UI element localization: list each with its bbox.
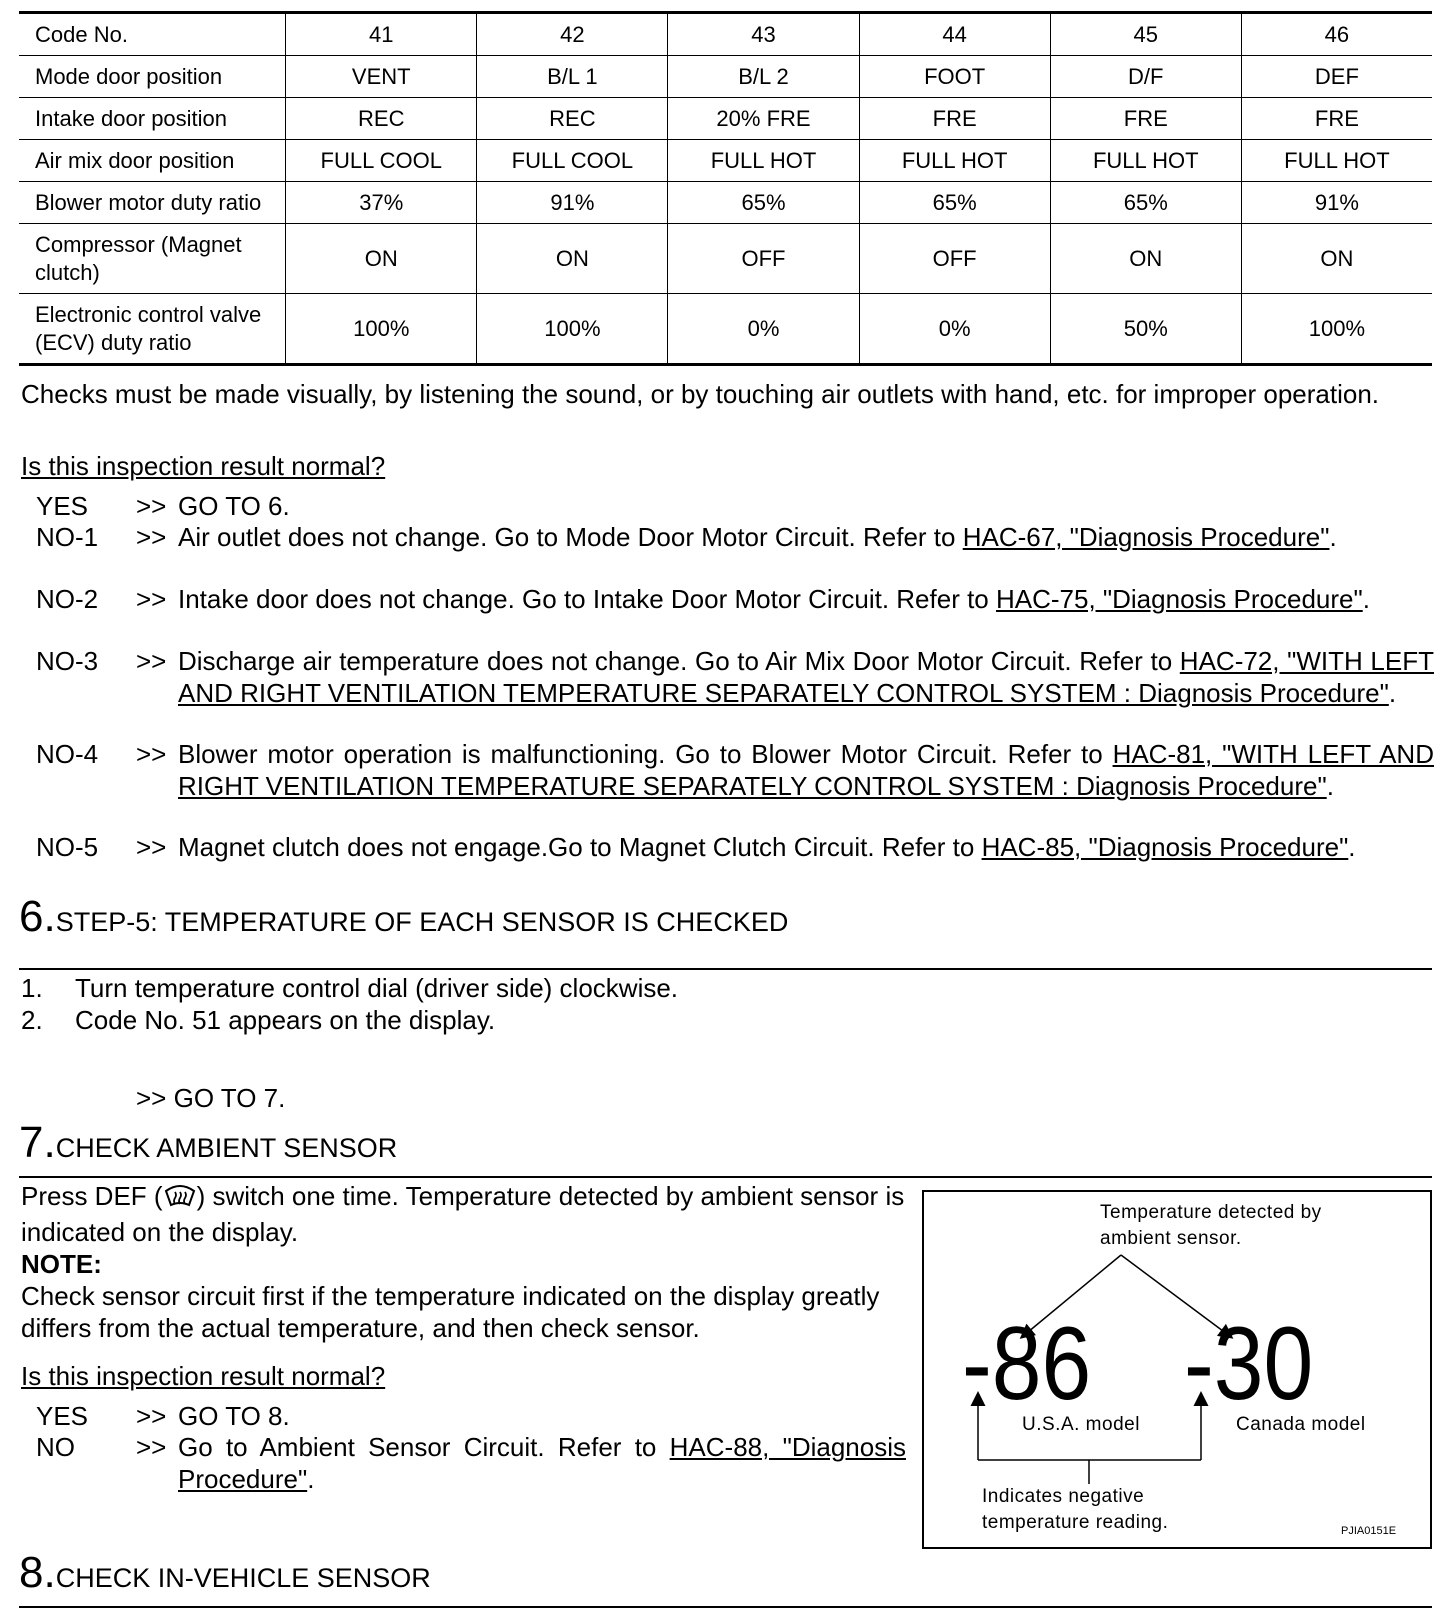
answer-body: Magnet clutch does not engage.Go to Magnet Clutch Circuit. Refer to xyxy=(178,832,982,862)
table-cell: 65% xyxy=(1050,182,1241,224)
table-cell: FRE xyxy=(859,98,1050,140)
item-number: 2. xyxy=(21,1005,43,1035)
table-cell: OFF xyxy=(668,224,859,294)
figure-caption: ambient sensor. xyxy=(1100,1228,1242,1249)
def-icon xyxy=(163,1183,197,1216)
answer-body: Go to Ambient Sensor Circuit. Refer to xyxy=(178,1432,670,1462)
ref-link-hac-81[interactable]: HAC-81, "WITH LEFT AND RIGHT VENTILATION TEMPERATURE SEPARATELY CONTROL SYSTEM : Diagnosis Procedure" xyxy=(178,739,1434,801)
table-cell: 50% xyxy=(1050,294,1241,365)
step-number: 6. xyxy=(19,892,56,941)
row-label: Code No. xyxy=(19,13,286,56)
answer-end: . xyxy=(1326,771,1334,801)
table-cell: 42 xyxy=(477,13,668,56)
table-cell: VENT xyxy=(286,56,477,98)
table-cell: 0% xyxy=(668,294,859,365)
table-cell: B/L 2 xyxy=(668,56,859,98)
note-text: Check sensor circuit first if the temperature indicated on the display greatly differs from the actual temperature, and then check sensor. xyxy=(21,1281,880,1343)
row-label: Intake door position xyxy=(19,98,286,140)
table-cell: ON xyxy=(1050,224,1241,294)
step-6-list-item xyxy=(21,972,678,1004)
step-title: STEP-5: TEMPERATURE OF EACH SENSOR IS CHECKED xyxy=(55,907,789,937)
answer-text xyxy=(178,645,1434,709)
table-cell: 45 xyxy=(1050,13,1241,56)
display-value-canada: -30 xyxy=(1184,1306,1314,1422)
step-number: 7. xyxy=(19,1118,56,1167)
table-row xyxy=(19,140,1432,182)
label-canada-model: Canada model xyxy=(1236,1414,1366,1435)
table-cell: 46 xyxy=(1241,13,1432,56)
table-row xyxy=(19,182,1432,224)
answer-key: NO-2 xyxy=(36,584,99,614)
row-label-line: Compressor (Magnet xyxy=(35,231,242,257)
answer-text: GO TO 8. xyxy=(178,1401,290,1431)
table-row xyxy=(19,56,1432,98)
answer-text xyxy=(178,583,1434,615)
table-cell: 100% xyxy=(286,294,477,365)
row-label: Mode door position xyxy=(19,56,286,98)
inspection-note: Checks must be made visually, by listening the sound, or by touching air outlets with hand, etc. for improper operation. xyxy=(21,379,1380,409)
answer-end: . xyxy=(1348,832,1356,862)
answer-arrow: >> xyxy=(136,646,167,676)
ref-link-hac-85[interactable]: HAC-85, "Diagnosis Procedure" xyxy=(981,832,1349,862)
ref-link-hac-88[interactable]: HAC-88, "Diagnosis Procedure" xyxy=(178,1432,906,1494)
answer-key: NO-5 xyxy=(36,832,99,862)
table-cell: 100% xyxy=(477,294,668,365)
negative-note: temperature reading. xyxy=(982,1512,1169,1533)
answer-body: Intake door does not change. Go to Intake Door Motor Circuit. Refer to xyxy=(178,584,996,614)
table-cell: B/L 1 xyxy=(477,56,668,98)
table-cell: 20% FRE xyxy=(668,98,859,140)
answer-text xyxy=(178,1431,906,1495)
table-cell: ON xyxy=(477,224,668,294)
table-cell: REC xyxy=(286,98,477,140)
answer-key: YES xyxy=(36,491,89,521)
answer-key: NO xyxy=(36,1432,75,1462)
row-label xyxy=(19,224,286,294)
answer-key: YES xyxy=(36,1401,89,1431)
table-cell: 0% xyxy=(859,294,1050,365)
table-cell: 43 xyxy=(668,13,859,56)
row-label: Blower motor duty ratio xyxy=(19,182,286,224)
table-cell: DEF xyxy=(1241,56,1432,98)
table-cell: FULL HOT xyxy=(668,140,859,182)
table-cell: FULL HOT xyxy=(859,140,1050,182)
row-label xyxy=(19,294,286,365)
table-cell: D/F xyxy=(1050,56,1241,98)
answer-arrow: >> xyxy=(136,522,167,552)
table-cell: FULL HOT xyxy=(1241,140,1432,182)
row-label-line: (ECV) duty ratio xyxy=(35,329,192,355)
answer-body: Air outlet does not change. Go to Mode Door Motor Circuit. Refer to xyxy=(178,522,963,552)
row-label-line: clutch) xyxy=(35,259,100,285)
step-6-goto: >> GO TO 7. xyxy=(136,1083,286,1113)
answer-arrow: >> xyxy=(136,491,167,521)
display-value-usa: -86 xyxy=(962,1306,1092,1422)
table-row xyxy=(19,294,1432,365)
answer-end: . xyxy=(1362,584,1370,614)
answer-arrow: >> xyxy=(136,584,167,614)
answer-text xyxy=(178,831,1434,863)
heading-rule xyxy=(19,968,1432,970)
table-row xyxy=(19,98,1432,140)
ref-link-hac-67[interactable]: HAC-67, "Diagnosis Procedure" xyxy=(962,522,1330,552)
instruction-text: Press DEF ( xyxy=(21,1181,163,1211)
answer-arrow: >> xyxy=(136,739,167,769)
table-row xyxy=(19,224,1432,294)
step-title: CHECK AMBIENT SENSOR xyxy=(55,1133,398,1163)
answer-text xyxy=(178,521,1434,553)
step-6-heading xyxy=(19,892,788,942)
step-number: 8. xyxy=(19,1548,56,1597)
answer-key: NO-1 xyxy=(36,522,99,552)
step-6-list-item xyxy=(21,1004,495,1036)
answer-body: Discharge air temperature does not change. Go to Air Mix Door Motor Circuit. Refer to xyxy=(178,646,1180,676)
ambient-sensor-display-figure xyxy=(922,1190,1432,1549)
inspection-question: Is this inspection result normal? xyxy=(21,1361,386,1391)
heading-rule xyxy=(19,1606,1432,1608)
table-cell: 37% xyxy=(286,182,477,224)
answer-body: Blower motor operation is malfunctioning. Go to Blower Motor Circuit. Refer to xyxy=(178,739,1113,769)
figure-code: PJIA0151E xyxy=(1341,1525,1397,1537)
table-cell: 44 xyxy=(859,13,1050,56)
answer-key: NO-4 xyxy=(36,739,99,769)
table-cell: OFF xyxy=(859,224,1050,294)
table-cell: FULL HOT xyxy=(1050,140,1241,182)
label-usa-model: U.S.A. model xyxy=(1022,1414,1140,1435)
answer-end: . xyxy=(307,1464,315,1494)
ref-link-hac-72[interactable]: HAC-72, "WITH LEFT AND RIGHT VENTILATION TEMPERATURE SEPARATELY CONTROL SYSTEM : Diagnosis Procedure" xyxy=(178,646,1434,708)
row-label: Air mix door position xyxy=(19,140,286,182)
instruction-text: ) switch one time. Temperature detected by ambient sensor is indicated on the display. xyxy=(21,1181,905,1247)
step-title: CHECK IN-VEHICLE SENSOR xyxy=(55,1563,431,1593)
answer-arrow: >> xyxy=(136,1432,167,1462)
table-cell: 100% xyxy=(1308,315,1366,341)
step-7-body xyxy=(21,1180,911,1344)
table-cell: ON xyxy=(286,224,477,294)
table-cell: FULL COOL xyxy=(286,140,477,182)
item-text: Code No. 51 appears on the display. xyxy=(75,1005,496,1035)
step-8-heading xyxy=(19,1548,431,1598)
answer-text: GO TO 6. xyxy=(178,491,290,521)
table-cell: ON xyxy=(1241,224,1432,294)
heading-rule xyxy=(19,1176,1432,1178)
row-label-line: Electronic control valve xyxy=(35,301,262,327)
answer-arrow: >> xyxy=(136,1401,167,1431)
table-cell: FRE xyxy=(1050,98,1241,140)
step-7-heading xyxy=(19,1118,397,1168)
answer-end: . xyxy=(1329,522,1337,552)
table-cell: FULL COOL xyxy=(477,140,668,182)
negative-note: Indicates negative xyxy=(982,1486,1145,1507)
table-cell: FOOT xyxy=(859,56,1050,98)
table-cell: REC xyxy=(477,98,668,140)
answer-arrow: >> xyxy=(136,832,167,862)
answer-key: NO-3 xyxy=(36,646,99,676)
answer-text xyxy=(178,738,1434,802)
table-cell: 65% xyxy=(859,182,1050,224)
table-cell: 91% xyxy=(1241,182,1432,224)
table-row-code-no xyxy=(19,13,1432,56)
inspection-question: Is this inspection result normal? xyxy=(21,451,386,481)
table-cell: 65% xyxy=(668,182,859,224)
table-cell: 91% xyxy=(477,182,668,224)
answer-end: . xyxy=(1388,678,1397,708)
item-text: Turn temperature control dial (driver side) clockwise. xyxy=(75,973,679,1003)
table-cell: 41 xyxy=(286,13,477,56)
table-cell: FRE xyxy=(1241,98,1432,140)
ref-link-hac-75[interactable]: HAC-75, "Diagnosis Procedure" xyxy=(995,584,1363,614)
code-table xyxy=(19,11,1432,366)
item-number: 1. xyxy=(21,973,43,1003)
note-label: NOTE: xyxy=(21,1249,102,1279)
figure-caption: Temperature detected by xyxy=(1100,1202,1322,1223)
